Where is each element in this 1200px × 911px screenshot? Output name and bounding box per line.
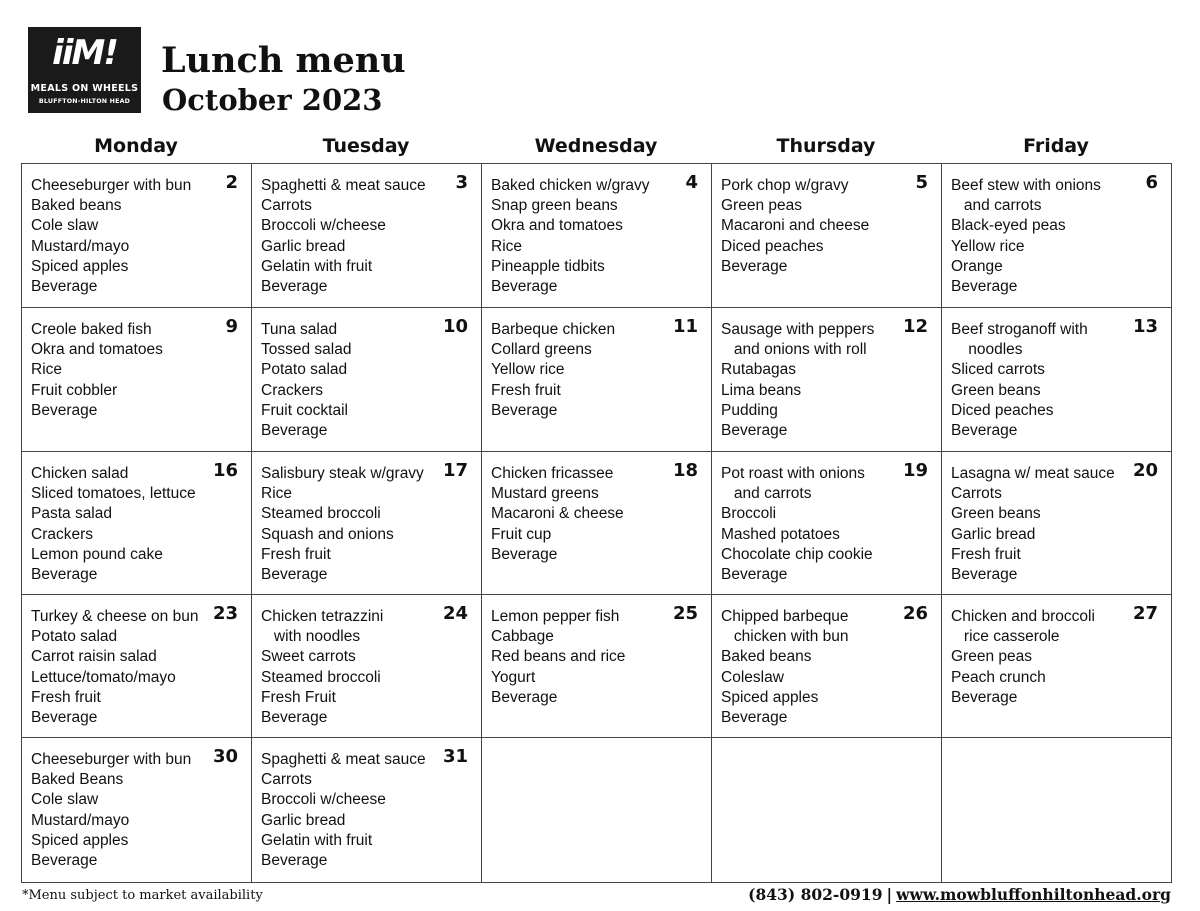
menu-item: Pineapple tidbits <box>491 257 605 275</box>
menu-item: Steamed broccoli <box>261 668 381 686</box>
date-number: 10 <box>442 316 468 337</box>
day-header-friday: Friday <box>1023 135 1089 157</box>
day-cell-17 <box>252 452 482 595</box>
menu-item: Orange <box>951 257 1003 275</box>
menu-item: Diced peaches <box>721 237 824 255</box>
menu-item: Pot roast with onions <box>721 465 865 482</box>
menu-item: Spiced apples <box>721 688 819 706</box>
date-number: 3 <box>455 172 468 193</box>
empty-day-cell <box>712 738 942 882</box>
menu-item: Broccoli <box>721 505 777 523</box>
menu-item: and carrots <box>951 197 1042 215</box>
menu-item: Mashed potatoes <box>721 525 840 543</box>
menu-item: Turkey & cheese on bun <box>31 608 199 625</box>
date-number: 23 <box>212 603 238 624</box>
day-cell-31 <box>252 738 482 882</box>
menu-item: Beverage <box>261 852 328 870</box>
menu-item: Cheeseburger with bun <box>31 177 192 194</box>
date-number: 31 <box>442 746 468 767</box>
logo-line-2: BLUFFTON-HILTON HEAD <box>38 98 131 105</box>
menu-item: Potato salad <box>31 628 118 646</box>
menu-item: Cabbage <box>491 628 554 646</box>
menu-item-list <box>31 176 247 297</box>
menu-item: Black-eyed peas <box>951 217 1066 235</box>
day-cell-10 <box>252 308 482 452</box>
menu-item: Cole slaw <box>31 791 99 809</box>
menu-item: Garlic bread <box>261 237 346 255</box>
phone-number: (843) 802-0919 <box>748 885 883 904</box>
contact-info <box>748 884 1171 906</box>
menu-item: Beverage <box>491 688 558 706</box>
day-cell-25 <box>482 595 712 738</box>
contact-separator: | <box>886 885 893 904</box>
menu-item: Beef stew with onions <box>951 177 1101 194</box>
menu-item: and onions with roll <box>721 341 867 359</box>
date-number: 25 <box>672 603 698 624</box>
date-number: 20 <box>1132 460 1158 481</box>
day-cell-3 <box>252 164 482 308</box>
menu-item: Pork chop w/gravy <box>721 177 849 194</box>
day-cell-27 <box>942 595 1171 738</box>
date-number: 18 <box>672 460 698 481</box>
menu-item: Beverage <box>31 401 98 419</box>
menu-item-list <box>31 750 247 871</box>
menu-item: Sausage with peppers <box>721 321 875 338</box>
menu-item: Yellow rice <box>491 361 565 379</box>
menu-item: Mustard/mayo <box>31 237 130 255</box>
menu-item: Beverage <box>951 278 1018 296</box>
menu-item: Yellow rice <box>951 237 1025 255</box>
menu-item: Lemon pound cake <box>31 545 163 563</box>
menu-item-list <box>721 464 937 585</box>
menu-item: Collard greens <box>491 341 592 359</box>
menu-item: Fruit cobbler <box>31 381 118 399</box>
day-cell-23 <box>22 595 252 738</box>
menu-item: Green beans <box>951 381 1041 399</box>
menu-item: Beverage <box>261 566 328 584</box>
menu-item: Beverage <box>491 401 558 419</box>
menu-item: Chipped barbeque <box>721 608 849 625</box>
menu-item-list <box>951 464 1167 585</box>
menu-item-list <box>31 320 247 421</box>
menu-item-list <box>31 607 247 728</box>
menu-item: Beverage <box>721 709 788 727</box>
menu-item: Lemon pepper fish <box>491 608 620 625</box>
availability-note: *Menu subject to market availability <box>22 888 263 903</box>
menu-item: Carrots <box>951 485 1002 503</box>
menu-item: Chocolate chip cookie <box>721 545 873 563</box>
menu-item: Lettuce/tomato/mayo <box>31 668 176 686</box>
menu-item-list <box>31 464 247 585</box>
date-number: 26 <box>902 603 928 624</box>
menu-item: Green peas <box>951 648 1032 666</box>
menu-item-list <box>261 464 477 585</box>
menu-item: Macaroni and cheese <box>721 217 870 235</box>
menu-item: Fruit cup <box>491 525 552 543</box>
day-cell-4 <box>482 164 712 308</box>
menu-item: Fruit cocktail <box>261 401 348 419</box>
menu-item: Sliced tomatoes, lettuce <box>31 485 196 503</box>
menu-item: Cole slaw <box>31 217 99 235</box>
menu-item-list <box>951 176 1167 297</box>
menu-item: Rice <box>261 485 293 503</box>
page-subtitle: October 2023 <box>162 83 383 117</box>
menu-item: Beverage <box>951 422 1018 440</box>
day-header-thursday: Thursday <box>776 135 876 157</box>
menu-item: Carrot raisin salad <box>31 648 157 666</box>
date-number: 2 <box>225 172 238 193</box>
day-cell-5 <box>712 164 942 308</box>
menu-item: Gelatin with fruit <box>261 257 373 275</box>
menu-item: Beverage <box>721 422 788 440</box>
menu-item: Tossed salad <box>261 341 352 359</box>
menu-item: and carrots <box>721 485 812 503</box>
menu-item: chicken with bun <box>721 628 849 646</box>
menu-item: Beverage <box>721 257 788 275</box>
day-cell-16 <box>22 452 252 595</box>
menu-item-list <box>261 320 477 441</box>
menu-item: Pasta salad <box>31 505 112 523</box>
menu-item: Gelatin with fruit <box>261 831 373 849</box>
menu-item: Spaghetti & meat sauce <box>261 751 426 768</box>
day-cell-12 <box>712 308 942 452</box>
menu-item: Fresh fruit <box>491 381 561 399</box>
date-number: 27 <box>1132 603 1158 624</box>
menu-item: Spaghetti & meat sauce <box>261 177 426 194</box>
menu-item-list <box>721 607 937 728</box>
menu-item: Baked chicken w/gravy <box>491 177 650 194</box>
menu-item: Beverage <box>721 566 788 584</box>
logo-line-1: MEALS ON WHEELS <box>30 83 139 94</box>
menu-item: Beverage <box>31 566 98 584</box>
menu-item: Lasagna w/ meat sauce <box>951 465 1115 482</box>
menu-item: Fresh Fruit <box>261 688 336 706</box>
menu-item: Green beans <box>951 505 1041 523</box>
menu-item: Beverage <box>31 278 98 296</box>
date-number: 4 <box>685 172 698 193</box>
menu-item-list <box>721 176 937 277</box>
menu-item-list <box>721 320 937 441</box>
date-number: 19 <box>902 460 928 481</box>
menu-item: Tuna salad <box>261 321 338 338</box>
menu-item: Crackers <box>261 381 324 399</box>
day-cell-20 <box>942 452 1171 595</box>
menu-item: Salisbury steak w/gravy <box>261 465 424 482</box>
menu-item: Steamed broccoli <box>261 505 381 523</box>
menu-item: Beverage <box>261 278 328 296</box>
meals-on-wheels-logo <box>28 27 141 113</box>
menu-item: Snap green beans <box>491 197 618 215</box>
day-cell-24 <box>252 595 482 738</box>
menu-item: Beverage <box>951 688 1018 706</box>
menu-item: Beverage <box>491 278 558 296</box>
menu-item: Crackers <box>31 525 94 543</box>
menu-item: with noodles <box>261 628 361 646</box>
menu-item: Beverage <box>31 852 98 870</box>
date-number: 30 <box>212 746 238 767</box>
menu-item: Beverage <box>491 545 558 563</box>
empty-day-cell <box>482 738 712 882</box>
day-header-wednesday: Wednesday <box>534 135 658 157</box>
menu-item: Spiced apples <box>31 257 129 275</box>
menu-item: Squash and onions <box>261 525 394 543</box>
menu-item: Diced peaches <box>951 401 1054 419</box>
menu-item: noodles <box>951 341 1023 359</box>
day-cell-19 <box>712 452 942 595</box>
menu-item: Spiced apples <box>31 831 129 849</box>
menu-item: Yogurt <box>491 668 536 686</box>
menu-item: Creole baked fish <box>31 321 152 338</box>
logo-mark: iiM! <box>52 33 117 73</box>
menu-item-list <box>261 750 477 871</box>
day-cell-11 <box>482 308 712 452</box>
day-cell-6 <box>942 164 1171 308</box>
menu-item: Okra and tomatoes <box>491 217 623 235</box>
menu-item: Broccoli w/cheese <box>261 791 386 809</box>
menu-item: Chicken fricassee <box>491 465 614 482</box>
menu-item: Baked beans <box>31 197 122 215</box>
date-number: 13 <box>1132 316 1158 337</box>
menu-item: Beverage <box>261 422 328 440</box>
menu-item: Barbeque chicken <box>491 321 616 338</box>
date-number: 11 <box>672 316 698 337</box>
date-number: 6 <box>1145 172 1158 193</box>
day-cell-30 <box>22 738 252 882</box>
menu-item-list <box>261 176 477 297</box>
menu-item: Green peas <box>721 197 802 215</box>
menu-item: Cheeseburger with bun <box>31 751 192 768</box>
menu-item: Chicken and broccoli <box>951 608 1095 625</box>
day-cell-18 <box>482 452 712 595</box>
menu-item: Coleslaw <box>721 668 784 686</box>
menu-item: Baked Beans <box>31 771 124 789</box>
menu-calendar-grid <box>21 163 1172 883</box>
menu-item: Mustard greens <box>491 485 599 503</box>
menu-item: Rice <box>491 237 523 255</box>
menu-item: Peach crunch <box>951 668 1046 686</box>
date-number: 17 <box>442 460 468 481</box>
menu-item: Mustard/mayo <box>31 811 130 829</box>
day-cell-2 <box>22 164 252 308</box>
menu-item: Beef stroganoff with <box>951 321 1088 338</box>
menu-item: Fresh fruit <box>951 545 1021 563</box>
menu-item: Sliced carrots <box>951 361 1045 379</box>
empty-day-cell <box>942 738 1171 882</box>
menu-item: Garlic bread <box>261 811 346 829</box>
day-cell-13 <box>942 308 1171 452</box>
day-cell-26 <box>712 595 942 738</box>
menu-item: rice casserole <box>951 628 1060 646</box>
date-number: 16 <box>212 460 238 481</box>
menu-item-list <box>951 320 1167 441</box>
menu-item: Beverage <box>951 566 1018 584</box>
menu-item: Carrots <box>261 771 312 789</box>
day-cell-9 <box>22 308 252 452</box>
menu-item-list <box>491 176 707 297</box>
date-number: 12 <box>902 316 928 337</box>
menu-item: Lima beans <box>721 381 802 399</box>
menu-item: Carrots <box>261 197 312 215</box>
menu-item: Sweet carrots <box>261 648 356 666</box>
menu-item: Chicken tetrazzini <box>261 608 384 625</box>
menu-item: Red beans and rice <box>491 648 626 666</box>
menu-item: Fresh fruit <box>261 545 331 563</box>
day-header-monday: Monday <box>94 135 178 157</box>
day-header-tuesday: Tuesday <box>322 135 410 157</box>
date-number: 24 <box>442 603 468 624</box>
menu-item: Baked beans <box>721 648 812 666</box>
menu-item: Fresh fruit <box>31 688 101 706</box>
menu-item: Garlic bread <box>951 525 1036 543</box>
menu-item: Macaroni & cheese <box>491 505 624 523</box>
page-title: Lunch menu <box>161 40 406 81</box>
date-number: 5 <box>915 172 928 193</box>
menu-item: Chicken salad <box>31 465 129 482</box>
menu-item: Rice <box>31 361 63 379</box>
date-number: 9 <box>225 316 238 337</box>
menu-item: Broccoli w/cheese <box>261 217 386 235</box>
menu-item-list <box>261 607 477 728</box>
menu-item: Beverage <box>261 709 328 727</box>
menu-item: Rutabagas <box>721 361 796 379</box>
website-link[interactable]: www.mowbluffonhiltonhead.org <box>896 885 1171 904</box>
menu-item: Pudding <box>721 401 778 419</box>
menu-item: Okra and tomatoes <box>31 341 163 359</box>
menu-item: Potato salad <box>261 361 348 379</box>
menu-item: Beverage <box>31 709 98 727</box>
